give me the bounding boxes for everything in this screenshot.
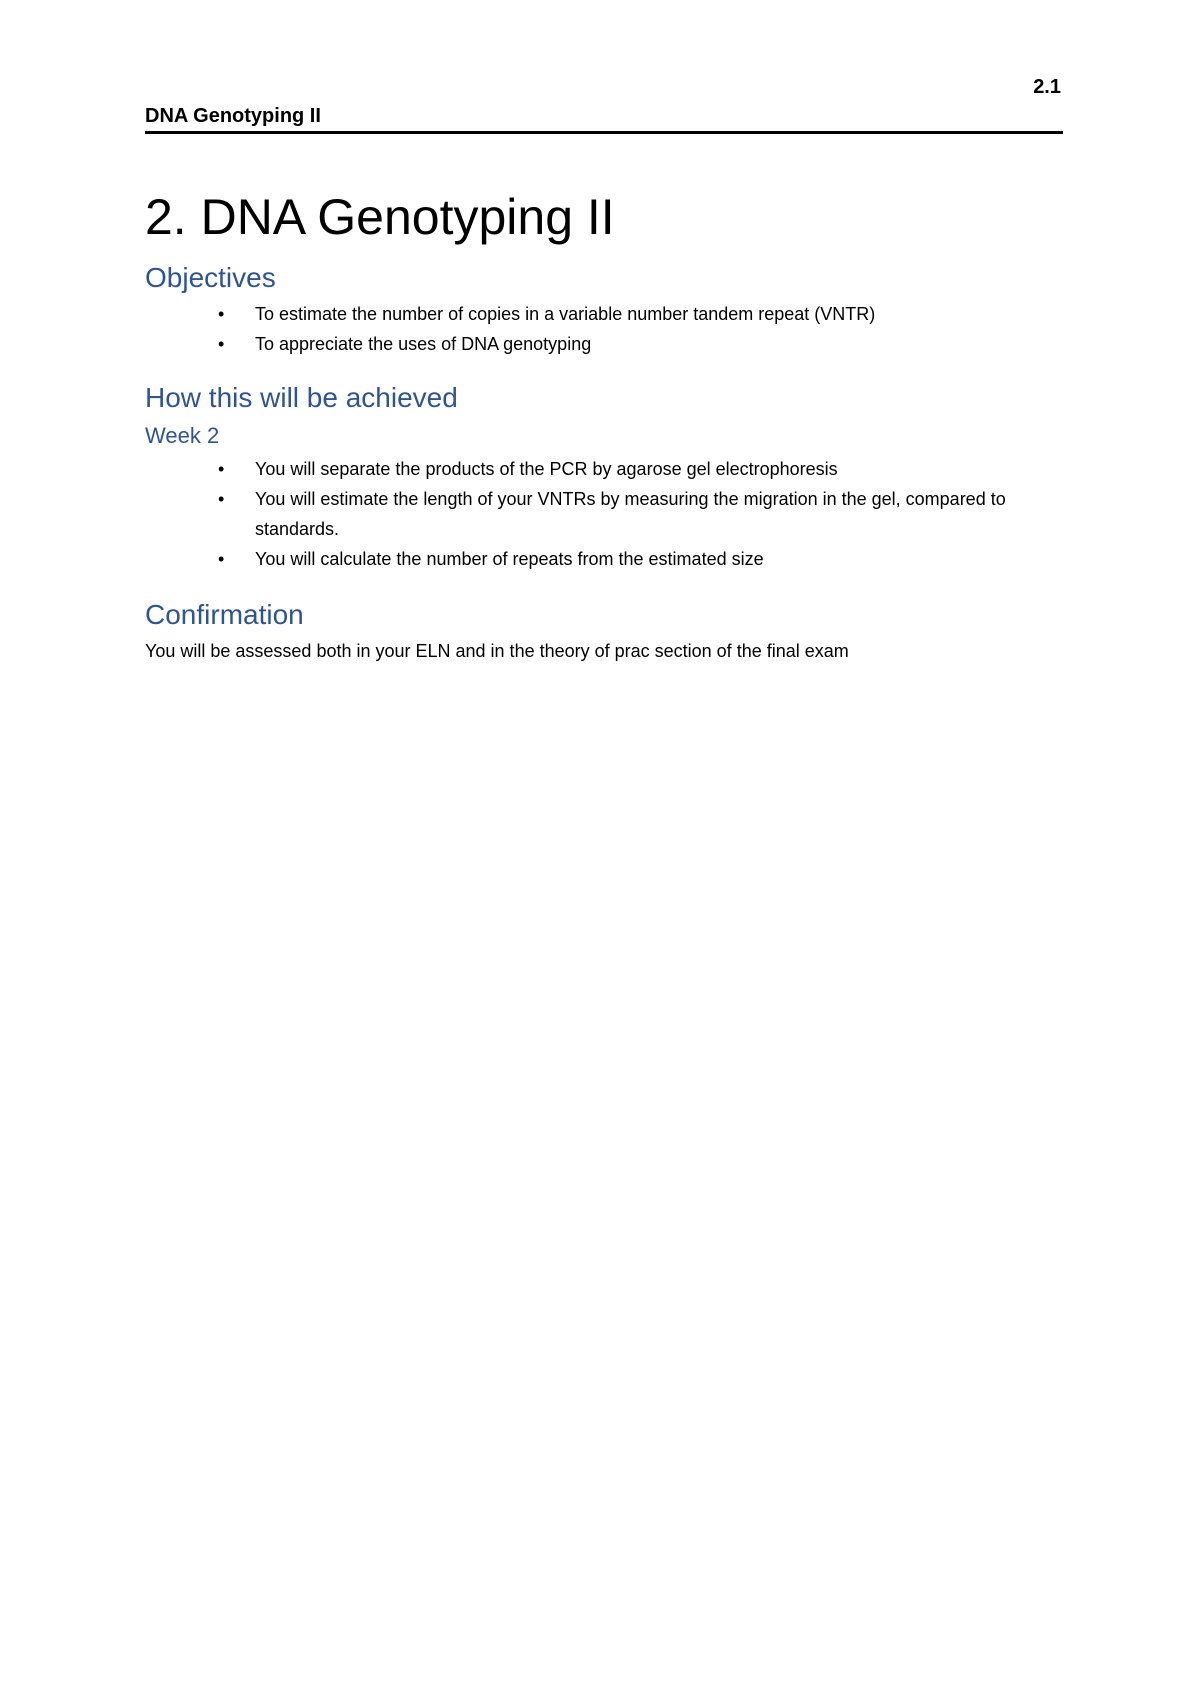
list-item-text: You will separate the products of the PCR by agarose gel electrophoresis	[255, 459, 838, 479]
confirmation-text: You will be assessed both in your ELN and in the theory of prac section of the final exam	[145, 641, 849, 661]
list-item	[145, 544, 1015, 574]
week-list	[145, 454, 1063, 574]
page-title: 2. DNA Genotyping II	[145, 189, 615, 245]
objectives-list	[145, 299, 1063, 359]
list-item-text: To estimate the number of copies in a variable number tandem repeat (VNTR)	[255, 304, 876, 324]
list-item	[145, 329, 1015, 359]
bullet-icon: •	[218, 549, 225, 569]
list-item-text: You will calculate the number of repeats from the estimated size	[255, 549, 764, 569]
week-heading: Week 2	[145, 423, 220, 448]
list-item	[145, 299, 1015, 329]
list-item	[145, 484, 1015, 544]
confirmation-heading: Confirmation	[145, 599, 304, 630]
header-rule	[145, 131, 1063, 134]
achieved-heading: How this will be achieved	[145, 382, 458, 413]
running-header: DNA Genotyping II	[145, 105, 321, 127]
bullet-icon: •	[218, 459, 225, 479]
list-item-text: You will estimate the length of your VNTRs by measuring the migration in the gel, compared to standards.	[255, 489, 1006, 539]
list-item-text: To appreciate the uses of DNA genotyping	[255, 334, 592, 354]
list-item	[145, 454, 1015, 484]
bullet-icon: •	[218, 334, 225, 354]
page-content	[145, 186, 1063, 666]
objectives-heading: Objectives	[145, 262, 276, 293]
bullet-icon: •	[218, 489, 225, 509]
bullet-icon: •	[218, 304, 225, 324]
page-number: 2.1	[1033, 76, 1061, 98]
